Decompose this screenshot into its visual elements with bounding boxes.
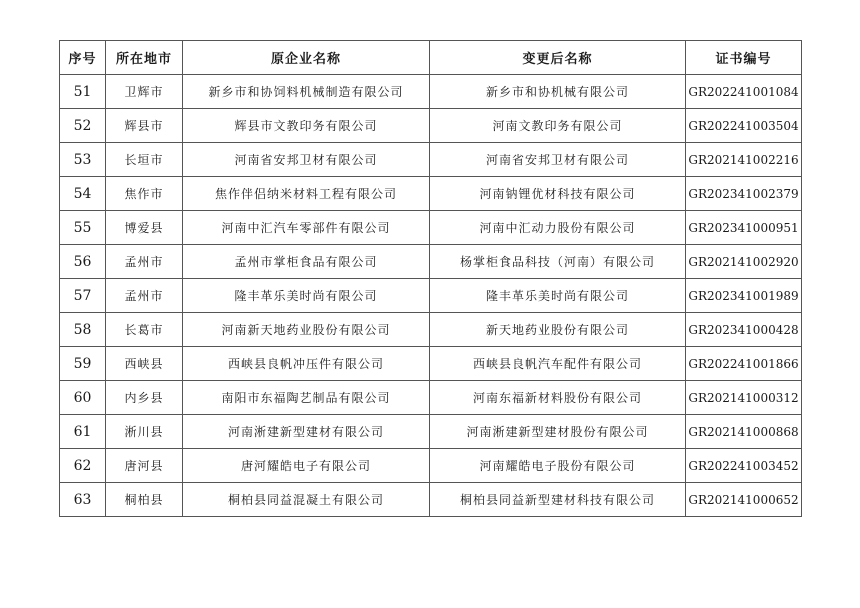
cell-cert-no: GR202241003504 [686,109,802,143]
cell-new-name: 河南钠锂优材科技有限公司 [430,177,686,211]
cell-index: 53 [60,143,106,177]
cell-original-name: 孟州市掌柜食品有限公司 [183,245,430,279]
header-new-name: 变更后名称 [430,41,686,75]
cell-new-name: 河南淅建新型建材股份有限公司 [430,415,686,449]
table-row [60,211,802,245]
table-row [60,313,802,347]
cell-new-name: 河南省安邦卫材有限公司 [430,143,686,177]
cell-cert-no: GR202341000428 [686,313,802,347]
cell-index: 63 [60,483,106,517]
cell-city: 孟州市 [106,279,183,313]
cell-index: 52 [60,109,106,143]
cell-city: 博爱县 [106,211,183,245]
cell-cert-no: GR202341001989 [686,279,802,313]
cell-cert-no: GR202141000868 [686,415,802,449]
header-cert-no: 证书编号 [686,41,802,75]
cell-new-name: 杨掌柜食品科技（河南）有限公司 [430,245,686,279]
cell-cert-no: GR202141002216 [686,143,802,177]
cell-new-name: 河南耀皓电子股份有限公司 [430,449,686,483]
cell-original-name: 隆丰革乐美时尚有限公司 [183,279,430,313]
cell-new-name: 西峡县良帆汽车配件有限公司 [430,347,686,381]
table-body [60,75,802,517]
cell-original-name: 西峡县良帆冲压件有限公司 [183,347,430,381]
cell-city: 长葛市 [106,313,183,347]
cell-city: 桐柏县 [106,483,183,517]
table-row [60,143,802,177]
cell-cert-no: GR202241001866 [686,347,802,381]
table-row [60,347,802,381]
cell-index: 54 [60,177,106,211]
cell-original-name: 桐柏县同益混凝土有限公司 [183,483,430,517]
cell-cert-no: GR202141000652 [686,483,802,517]
table-row [60,279,802,313]
cell-new-name: 河南东福新材料股份有限公司 [430,381,686,415]
cell-index: 51 [60,75,106,109]
cell-city: 西峡县 [106,347,183,381]
table-row [60,245,802,279]
cell-new-name: 河南中汇动力股份有限公司 [430,211,686,245]
cell-city: 唐河县 [106,449,183,483]
cell-city: 辉县市 [106,109,183,143]
cell-city: 卫辉市 [106,75,183,109]
enterprise-name-change-table [59,40,802,517]
header-index: 序号 [60,41,106,75]
cell-new-name: 新天地药业股份有限公司 [430,313,686,347]
cell-index: 62 [60,449,106,483]
cell-original-name: 河南中汇汽车零部件有限公司 [183,211,430,245]
cell-index: 61 [60,415,106,449]
cell-original-name: 辉县市文教印务有限公司 [183,109,430,143]
cell-original-name: 唐河耀皓电子有限公司 [183,449,430,483]
cell-original-name: 焦作伴侣纳米材料工程有限公司 [183,177,430,211]
cell-index: 56 [60,245,106,279]
cell-new-name: 新乡市和协机械有限公司 [430,75,686,109]
cell-original-name: 南阳市东福陶艺制品有限公司 [183,381,430,415]
cell-city: 淅川县 [106,415,183,449]
cell-cert-no: GR202141000312 [686,381,802,415]
cell-index: 57 [60,279,106,313]
cell-new-name: 河南文教印务有限公司 [430,109,686,143]
header-city: 所在地市 [106,41,183,75]
cell-index: 58 [60,313,106,347]
cell-cert-no: GR202341002379 [686,177,802,211]
cell-original-name: 河南省安邦卫材有限公司 [183,143,430,177]
cell-original-name: 河南新天地药业股份有限公司 [183,313,430,347]
table-row [60,109,802,143]
cell-index: 60 [60,381,106,415]
table-header-row [60,41,802,75]
cell-cert-no: GR202241003452 [686,449,802,483]
table-row [60,483,802,517]
cell-city: 长垣市 [106,143,183,177]
table-row [60,381,802,415]
cell-city: 焦作市 [106,177,183,211]
table-row [60,177,802,211]
cell-cert-no: GR202341000951 [686,211,802,245]
cell-original-name: 新乡市和协饲料机械制造有限公司 [183,75,430,109]
cell-new-name: 隆丰革乐美时尚有限公司 [430,279,686,313]
table-row [60,449,802,483]
header-original-name: 原企业名称 [183,41,430,75]
cell-new-name: 桐柏县同益新型建材科技有限公司 [430,483,686,517]
cell-index: 59 [60,347,106,381]
cell-cert-no: GR202141002920 [686,245,802,279]
cell-index: 55 [60,211,106,245]
cell-city: 孟州市 [106,245,183,279]
table-row [60,415,802,449]
table-row [60,75,802,109]
cell-city: 内乡县 [106,381,183,415]
cell-cert-no: GR202241001084 [686,75,802,109]
cell-original-name: 河南淅建新型建材有限公司 [183,415,430,449]
